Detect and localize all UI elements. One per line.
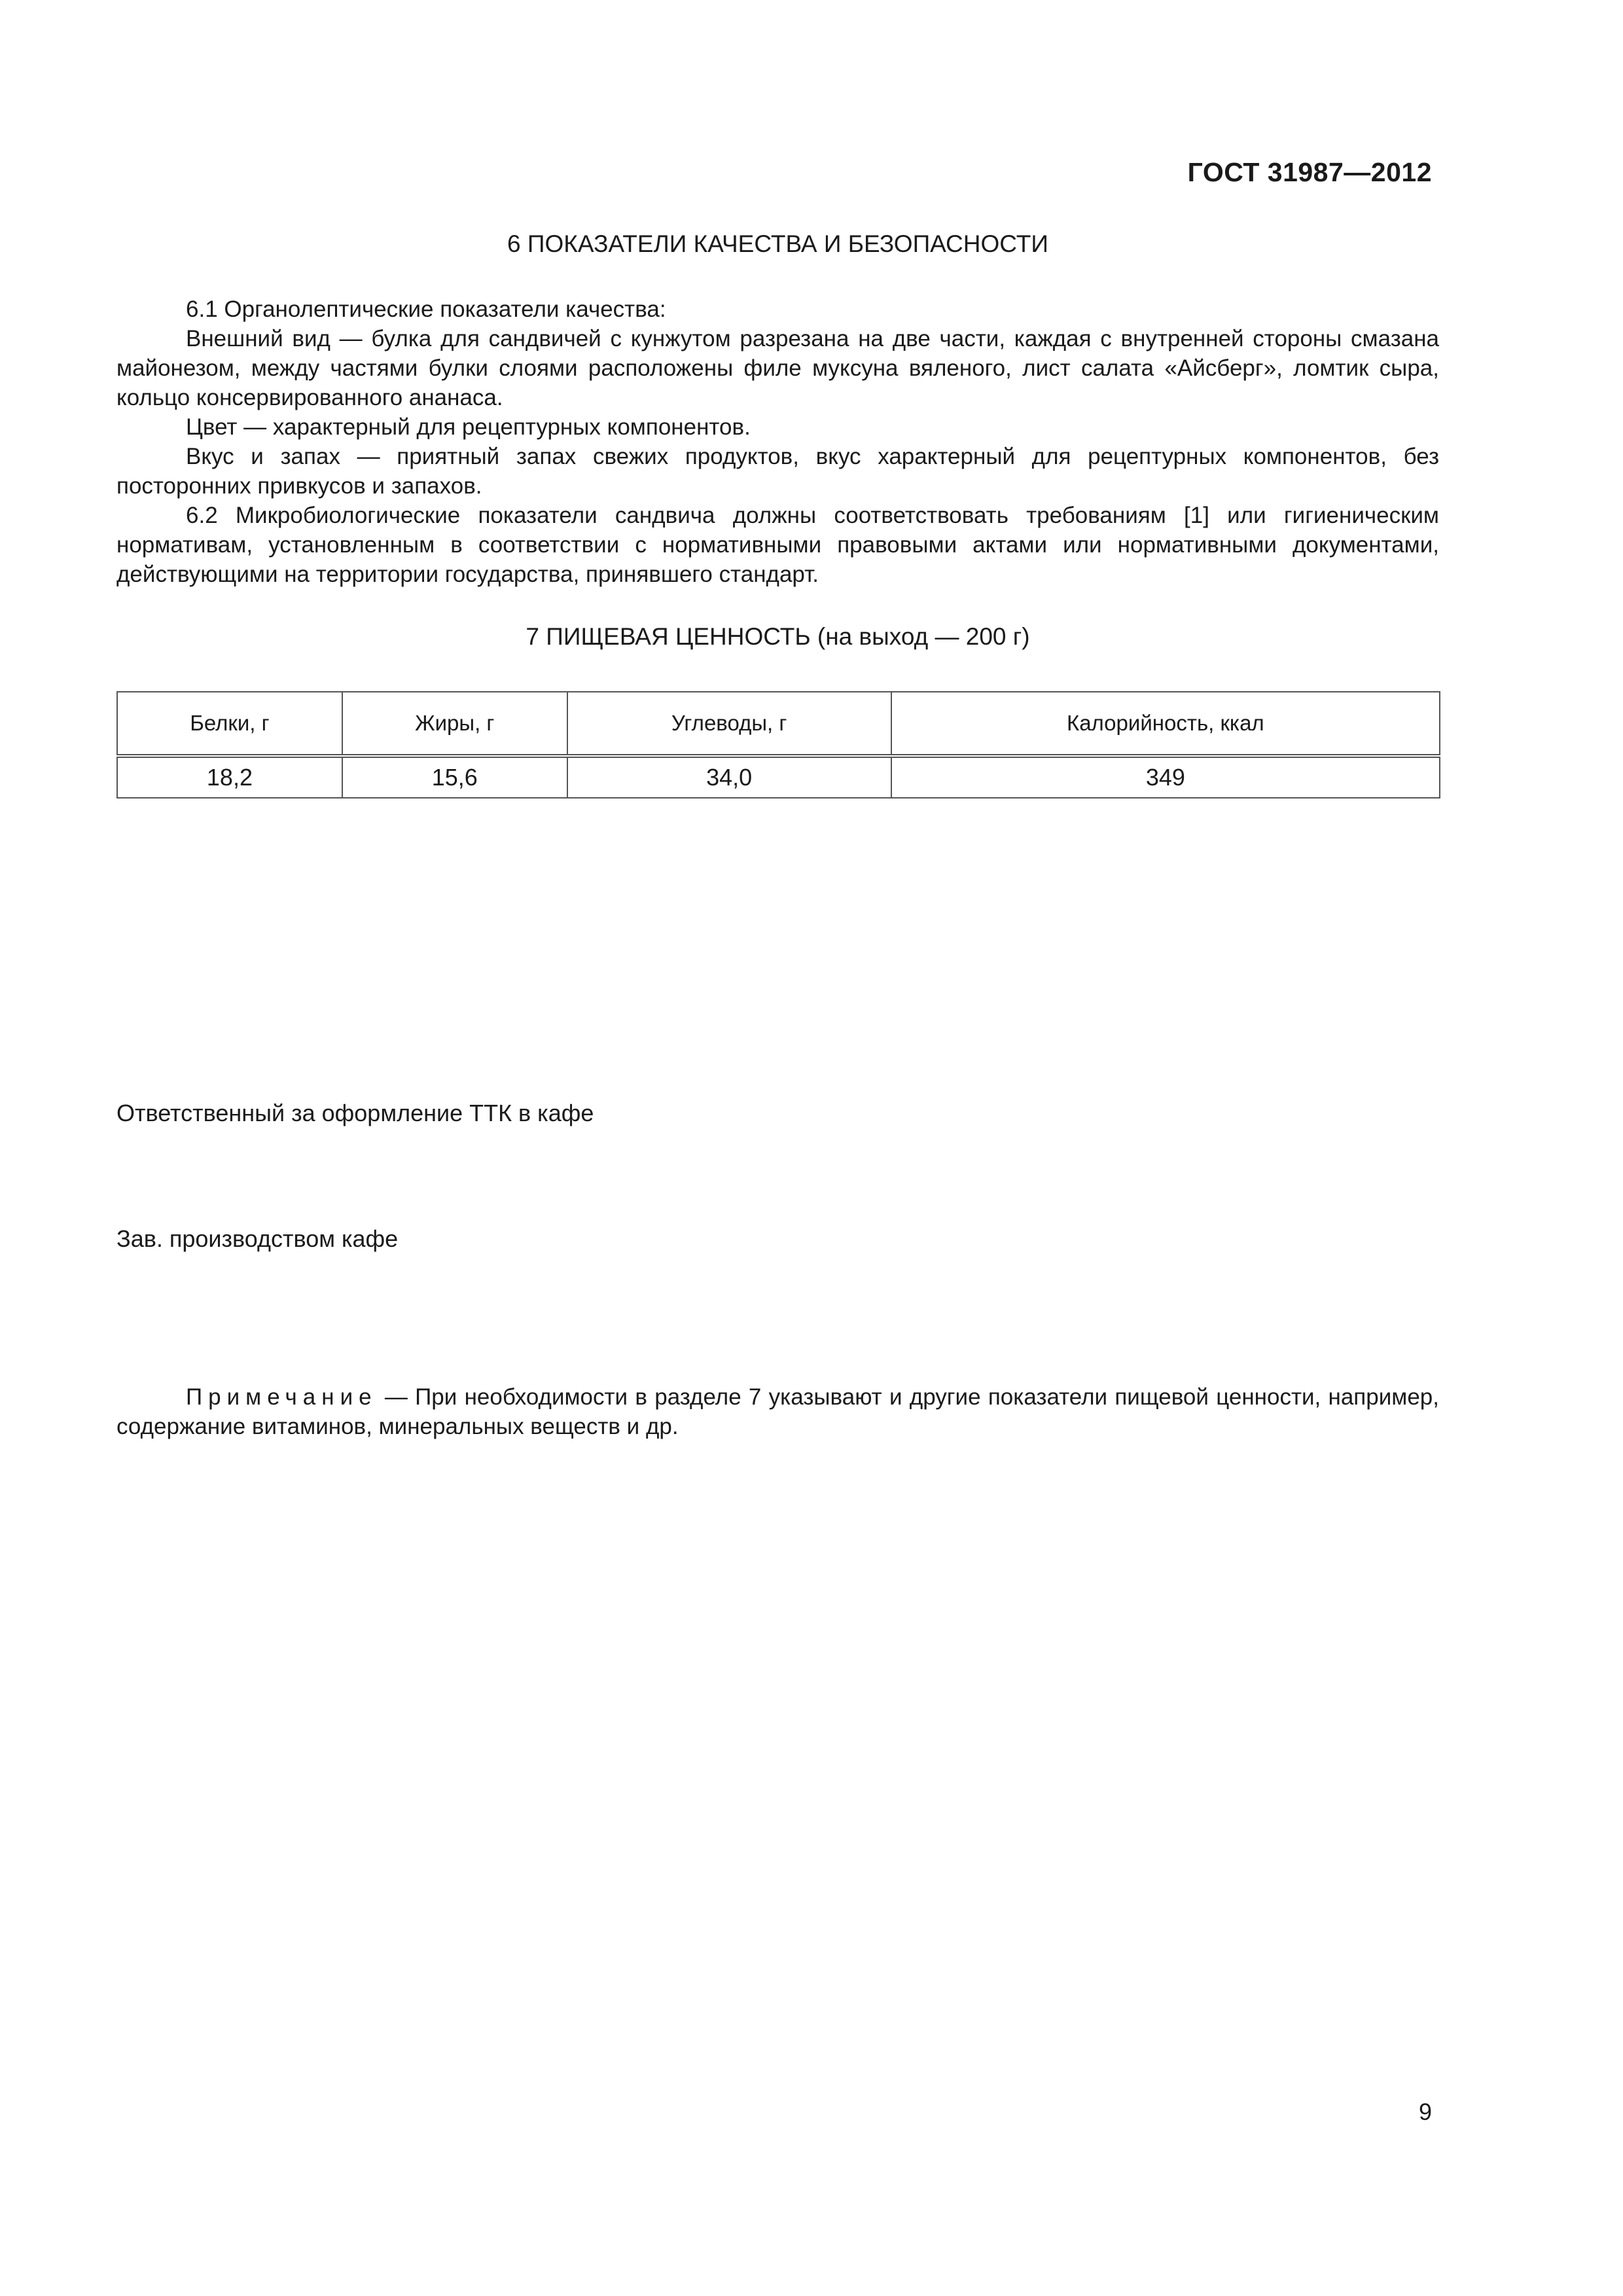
paragraph-color: Цвет — характерный для рецептурных компонентов. — [186, 414, 751, 440]
table-header-row — [117, 692, 1440, 756]
paragraph-taste-smell: Вкус и запах — приятный запах свежих продуктов, вкус характерный для рецептурных компонентов, без посторонних привкусов и запахов. — [116, 444, 1439, 499]
page-number: 9 — [1418, 2098, 1432, 2125]
note-block — [116, 1382, 1439, 1441]
paragraph-6-1: 6.1 Органолептические показатели качества: — [186, 296, 666, 322]
note-paragraph — [116, 1382, 1439, 1441]
paragraph-appearance: Внешний вид — булка для сандвичей с кунжутом разрезана на две части, каждая с внутренней стороны смазана майонезом, между частями булки слоями расположены филе муксуна вяленого, лист салата «Айсберг», ломтик сыра, кольцо консервированного ананаса. — [116, 326, 1439, 410]
section-7-title: 7 ПИЩЕВАЯ ЦЕННОСТЬ (на выход — 200 г) — [526, 623, 1030, 650]
table-row — [117, 756, 1440, 798]
section-6-body — [116, 295, 1439, 589]
header-calories: Калорийность, ккал — [891, 692, 1440, 756]
standard-code: ГОСТ 31987—2012 — [1187, 157, 1432, 187]
signature-manager: Зав. производством кафе — [116, 1225, 399, 1252]
header-carbs: Углеводы, г — [567, 692, 891, 756]
paragraph-6-2: 6.2 Микробиологические показатели сандвича должны соответствовать требованиям [1] или гигиеническим нормативам, установленным в соответствии с нормативными правовыми актами или нормативными документами, действующими на территории государства, принявшего стандарт. — [116, 503, 1439, 587]
value-proteins: 18,2 — [117, 756, 342, 798]
value-carbs: 34,0 — [567, 756, 891, 798]
value-fats: 15,6 — [342, 756, 567, 798]
signature-responsible: Ответственный за оформление ТТК в кафе — [116, 1100, 594, 1126]
section-6-title: 6 ПОКАЗАТЕЛИ КАЧЕСТВА И БЕЗОПАСНОСТИ — [507, 230, 1048, 257]
note-text: — При необходимости в разделе 7 указывают и другие показатели пищевой ценности, например, содержание витаминов, минеральных веществ и др. — [116, 1384, 1439, 1439]
value-calories: 349 — [891, 756, 1440, 798]
note-label: Примечание — [186, 1384, 378, 1410]
header-fats: Жиры, г — [342, 692, 567, 756]
header-proteins: Белки, г — [117, 692, 342, 756]
nutrition-table — [116, 691, 1440, 798]
